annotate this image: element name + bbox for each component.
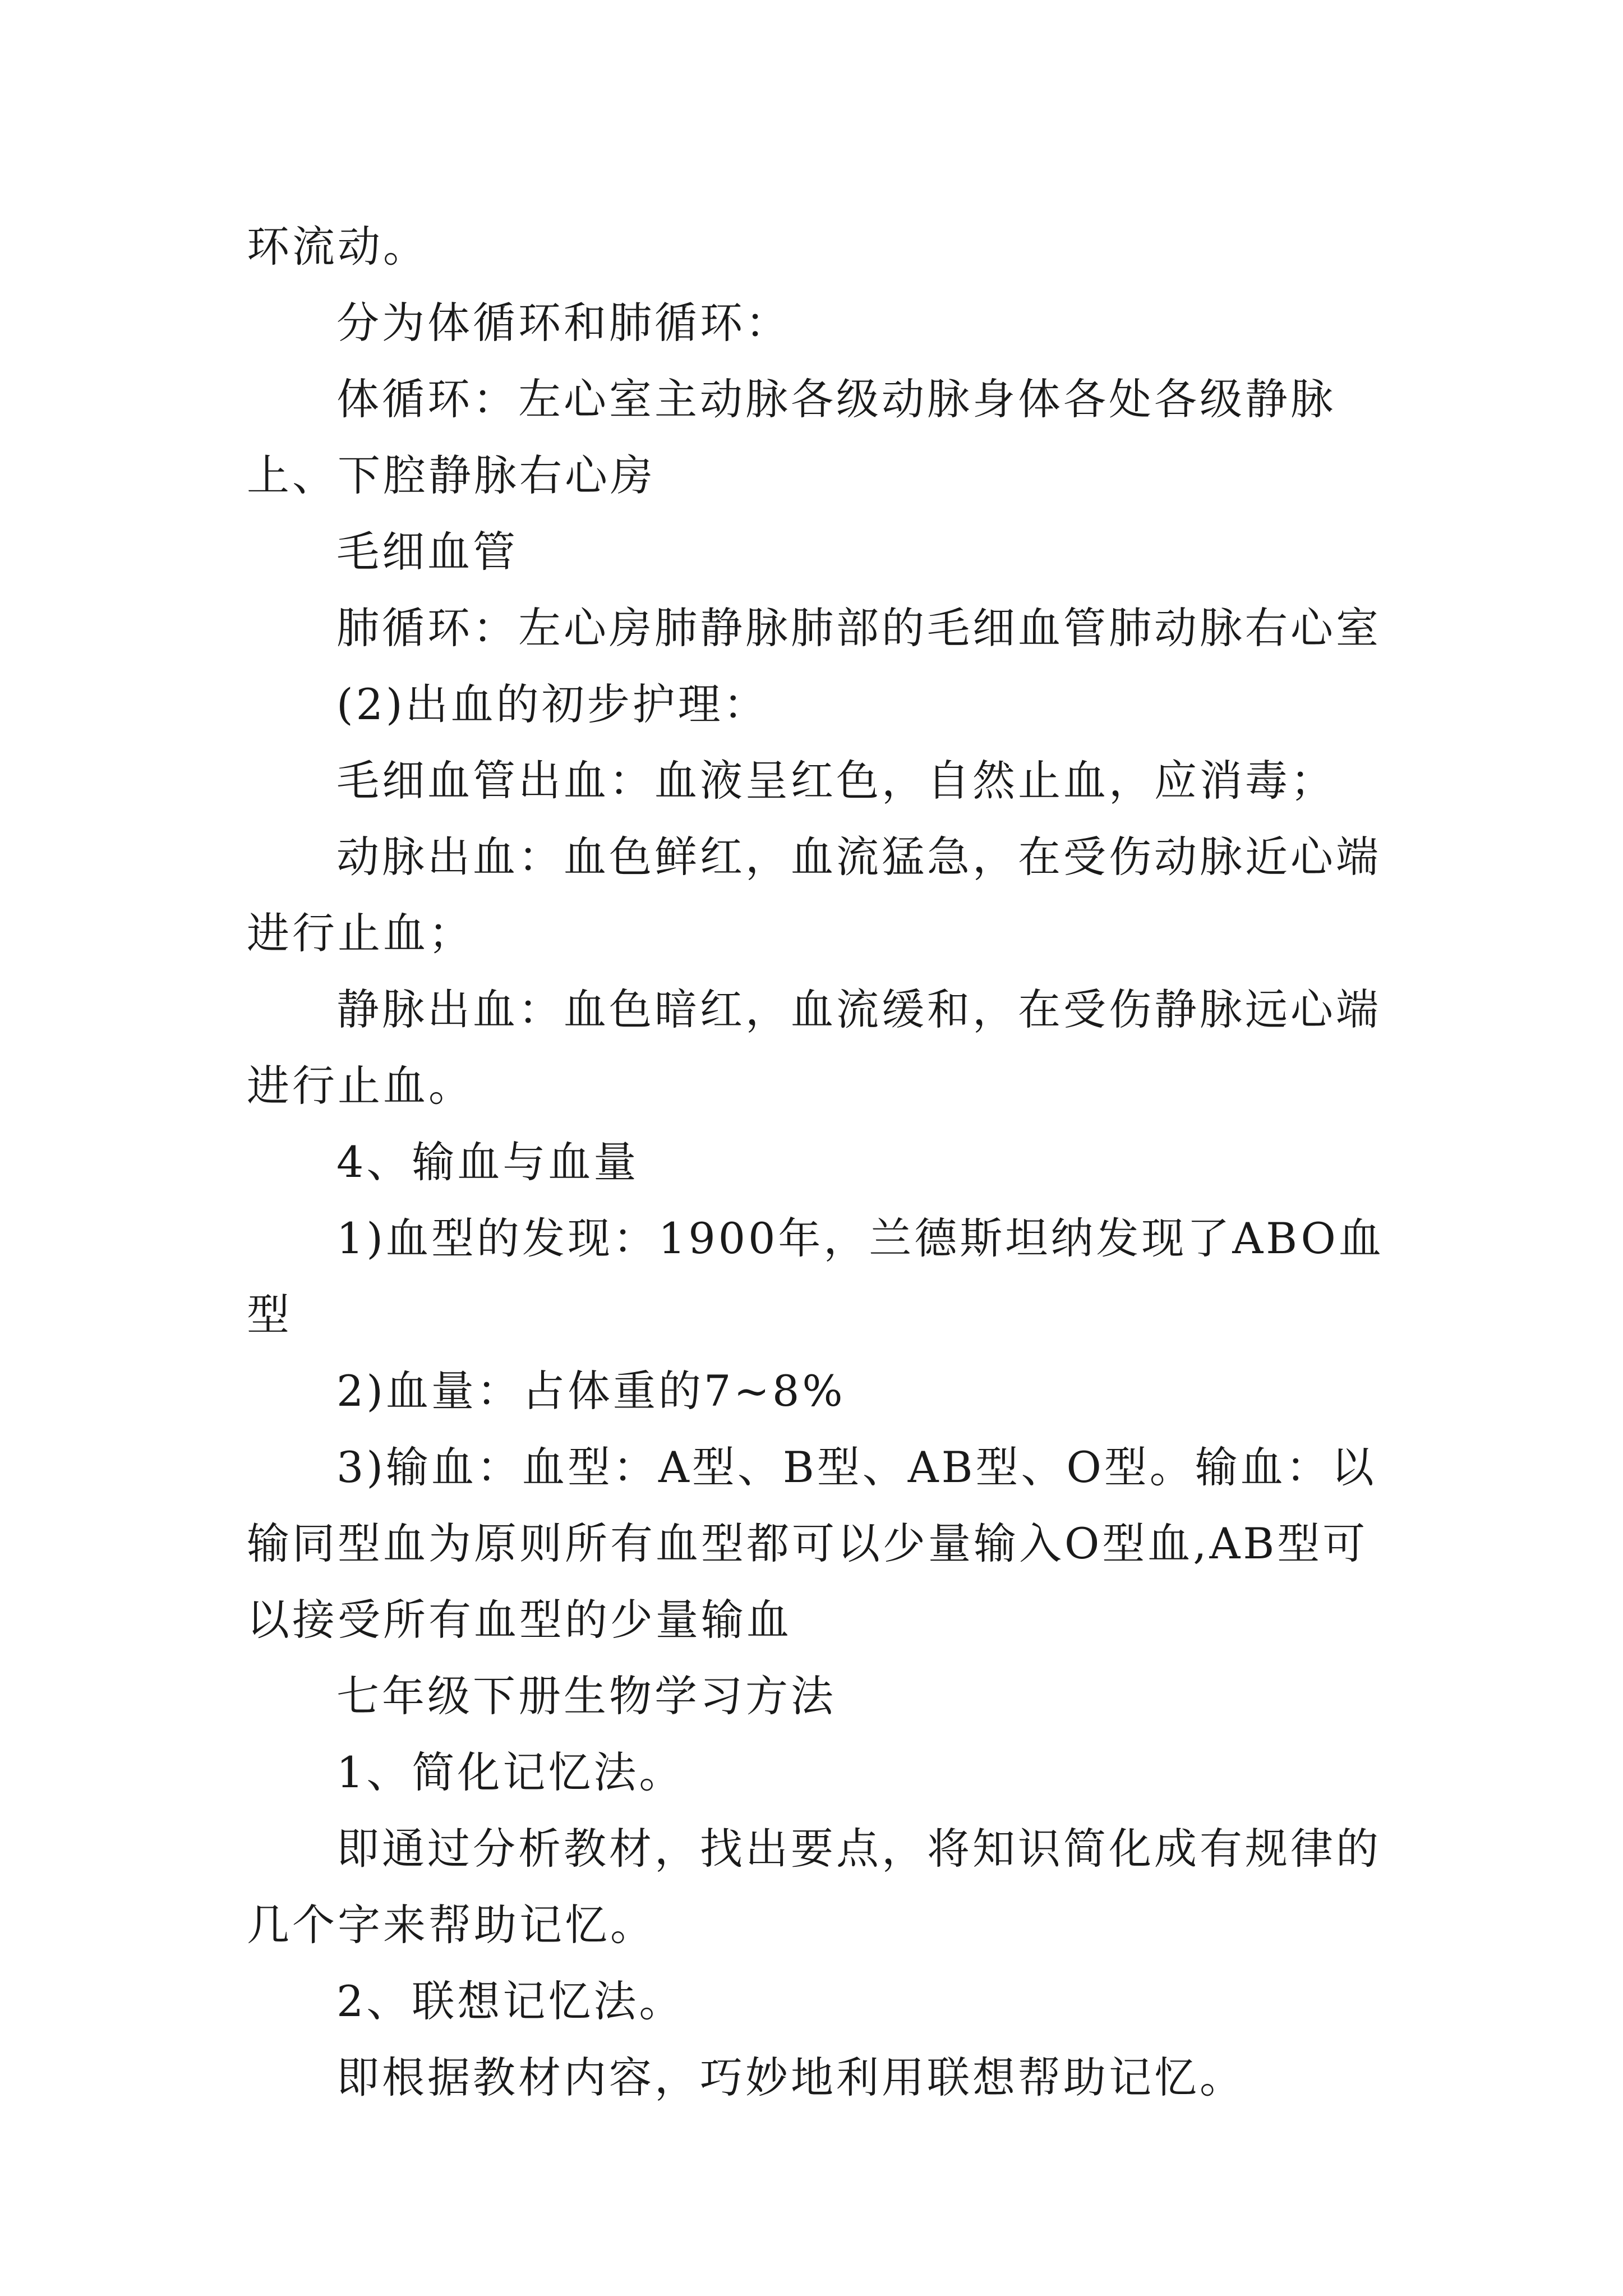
paragraph: (2)出血的初步护理： (336, 679, 769, 729)
paragraph: 即通过分析教材，找出要点，将知识简化成有规律的几个字来帮助记忆。 (247, 1824, 1381, 1950)
paragraph: 静脉出血：血色暗红，血流缓和，在受伤静脉远心端进行止血。 (247, 984, 1381, 1111)
paragraph: 七年级下册生物学习方法 (336, 1671, 836, 1721)
paragraph: 即根据教材内容，巧妙地利用联想帮助记忆。 (336, 2053, 1245, 2102)
paragraph: 2)血量：占体重的7~8% (336, 1366, 846, 1416)
paragraph: 体循环：左心室主动脉各级动脉身体各处各级静脉上、下腔静脉右心房 (247, 374, 1336, 500)
paragraph: 毛细血管出血：血液呈红色，自然止血，应消毒； (336, 756, 1336, 806)
paragraph: 4、输血与血量 (336, 1137, 639, 1187)
paragraph: 毛细血管 (336, 527, 518, 577)
paragraph: 肺循环：左心房肺静脉肺部的毛细血管肺动脉右心室 (336, 603, 1381, 653)
document-body (247, 209, 1391, 2116)
paragraph: 1、简化记忆法。 (336, 1747, 685, 1797)
paragraph: 环流动。 (247, 222, 428, 272)
paragraph: 分为体循环和肺循环： (336, 298, 791, 348)
paragraph: 动脉出血：血色鲜红，血流猛急，在受伤动脉近心端进行止血； (247, 832, 1381, 958)
paragraph: 2、联想记忆法。 (336, 1976, 685, 2026)
paragraph: 3)输血：血型：A型、B型、AB型、O型。输血：以输同型血为原则所有血型都可以少量输入O型血,AB型可以接受所有血型的少量输血 (247, 1442, 1377, 1645)
paragraph: 1)血型的发现：1900年，兰德斯坦纳发现了ABO血型 (247, 1213, 1384, 1340)
